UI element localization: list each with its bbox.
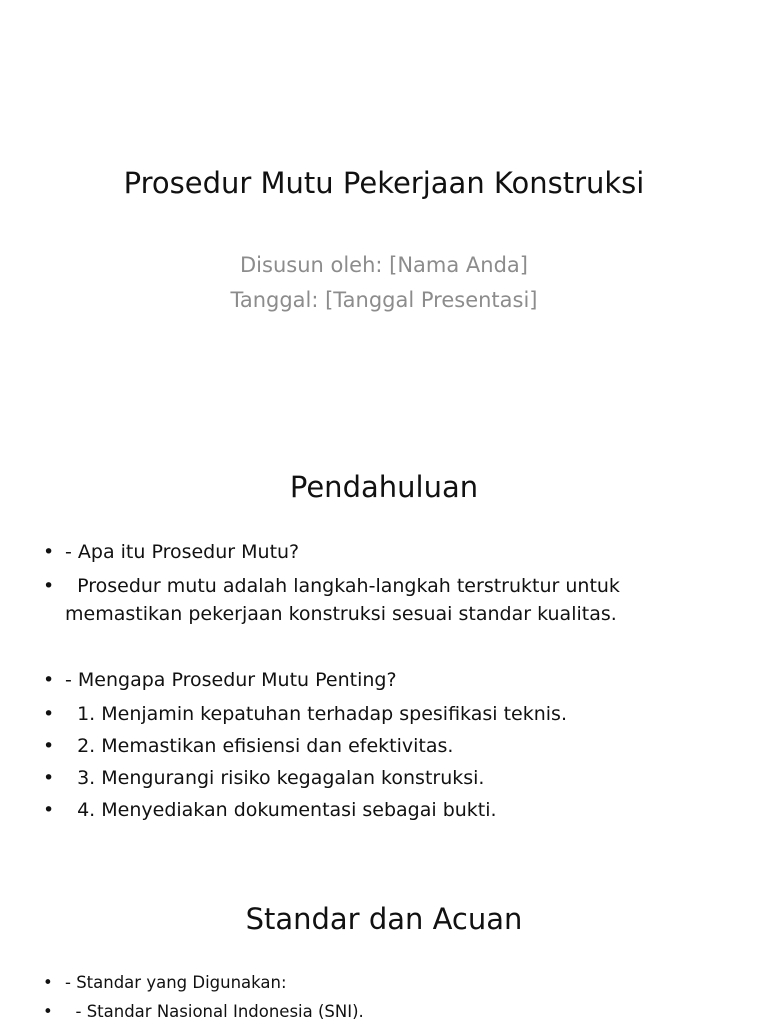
list-item-text: - Apa itu Prosedur Mutu? [65,541,300,563]
list-item [40,666,740,694]
bullet-dot: • [43,575,55,597]
list-item [40,732,740,760]
bullet-dot: • [43,799,55,821]
list-item-text: - Standar Nasional Indonesia (SNI). [65,1002,364,1021]
bullet-dot: • [43,703,55,725]
bullet-dot: • [43,767,55,789]
subtitle-block [0,248,768,318]
intro-slide [0,432,768,864]
list-item [40,538,740,566]
list-item [40,997,740,1026]
intro-bullet-list [40,538,740,824]
intro-heading: Pendahuluan [289,470,479,504]
standards-bullet-list [40,968,740,1026]
bullet-dot: • [43,735,55,757]
list-item-text: 2. Memastikan efisiensi dan efektivitas. [65,735,454,757]
author-line: Disusun oleh: [Nama Anda] [240,253,528,277]
list-item-text: - Mengapa Prosedur Mutu Penting? [65,669,397,691]
presentation-title: Prosedur Mutu Pekerjaan Konstruksi [123,166,645,200]
title-slide [0,0,768,432]
list-item-text: Prosedur mutu adalah langkah-langkah terstruktur untuk memastikan pekerjaan konstruksi sesuai standar kualitas. [65,575,626,625]
list-item [40,700,740,728]
list-item-text: - Standar yang Digunakan: [65,973,287,992]
list-item-text: 1. Menjamin kepatuhan terhadap spesifikasi teknis. [65,703,567,725]
list-item [40,572,740,628]
list-item [40,796,740,824]
list-item [40,764,740,792]
list-item [40,968,740,997]
bullet-dot: • [43,1002,53,1021]
list-item-text: 3. Mengurangi risiko kegagalan konstruksi. [65,767,485,789]
bullet-dot: • [43,541,55,563]
bullet-dot: • [43,669,55,691]
bullet-dot: • [43,973,53,992]
date-line: Tanggal: [Tanggal Presentasi] [230,288,538,312]
list-item-text: 4. Menyediakan dokumentasi sebagai bukti. [65,799,497,821]
standards-heading: Standar dan Acuan [245,902,523,936]
standards-slide [0,864,768,1024]
